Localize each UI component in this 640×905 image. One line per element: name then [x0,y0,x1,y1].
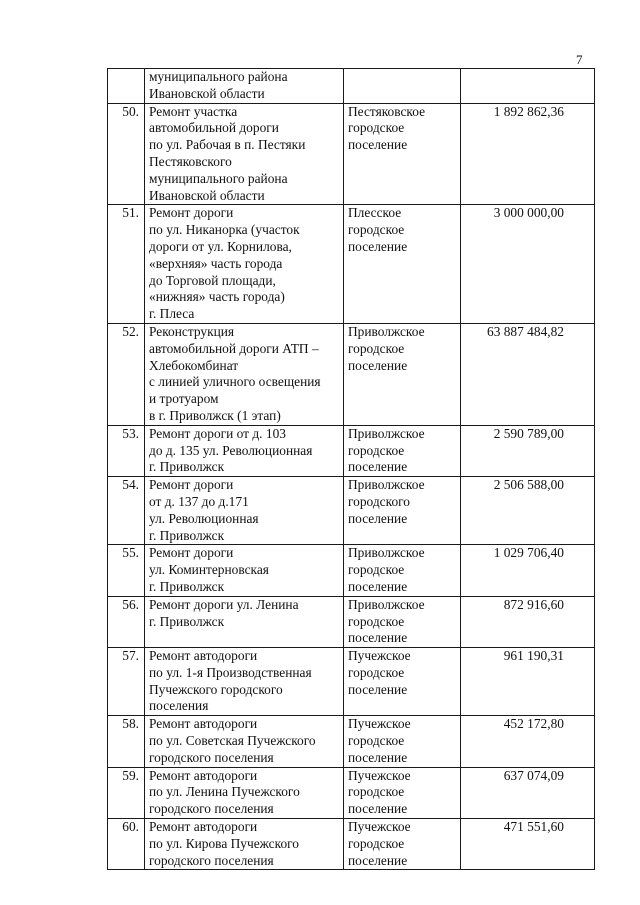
table-row [108,69,595,104]
row-description: Ремонт автодороги по ул. Кирова Пучежского городского поселения [145,819,344,870]
row-settlement: Приволжское городское поселение [344,596,461,647]
row-settlement: Приволжское городское поселение [344,323,461,425]
row-amount: 872 916,60 [461,596,595,647]
row-description: Ремонт автодороги по ул. Ленина Пучежского городского поселения [145,767,344,818]
row-number: 54. [108,477,145,545]
row-settlement: Пучежское городское поселение [344,716,461,767]
row-settlement: Пучежское городское поселение [344,767,461,818]
row-number: 56. [108,596,145,647]
row-number: 55. [108,545,145,596]
row-settlement: Пучежское городское поселение [344,648,461,716]
row-description: Ремонт участка автомобильной дороги по ул. Рабочая в п. Пестяки Пестяковского муниципального района Ивановской области [145,103,344,205]
road-repair-table [107,68,595,870]
row-number: 53. [108,425,145,476]
row-number: 52. [108,323,145,425]
row-number: 60. [108,819,145,870]
row-amount: 637 074,09 [461,767,595,818]
row-amount: 3 000 000,00 [461,205,595,324]
row-description: Ремонт дороги по ул. Никанорка (участок дороги от ул. Корнилова, «верхняя» часть города до Торговой площади, «нижняя» часть города) г. Плеса [145,205,344,324]
table-row [108,767,595,818]
row-description: Ремонт дороги от д. 103 до д. 135 ул. Революционная г. Приволжск [145,425,344,476]
table-row [108,545,595,596]
row-settlement [344,69,461,104]
table-row [108,716,595,767]
row-description: Ремонт дороги от д. 137 до д.171 ул. Революционная г. Приволжск [145,477,344,545]
row-amount: 452 172,80 [461,716,595,767]
row-number: 51. [108,205,145,324]
table-row [108,596,595,647]
row-settlement: Приволжское городского поселение [344,477,461,545]
row-settlement: Приволжское городское поселение [344,545,461,596]
row-number: 58. [108,716,145,767]
row-number: 57. [108,648,145,716]
row-amount [461,69,595,104]
row-description: Ремонт дороги ул. Ленина г. Приволжск [145,596,344,647]
page-number: 7 [576,52,583,67]
row-number: 59. [108,767,145,818]
row-amount: 2 506 588,00 [461,477,595,545]
row-settlement: Пестяковское городское поселение [344,103,461,205]
table-row [108,323,595,425]
row-settlement: Плесское городское поселение [344,205,461,324]
row-settlement: Приволжское городское поселение [344,425,461,476]
table-row [108,477,595,545]
row-number: 50. [108,103,145,205]
table-row [108,103,595,205]
row-amount: 471 551,60 [461,819,595,870]
row-description: Ремонт дороги ул. Коминтерновская г. Приволжск [145,545,344,596]
row-settlement: Пучежское городское поселение [344,819,461,870]
table-row [108,205,595,324]
table-row [108,425,595,476]
row-amount: 961 190,31 [461,648,595,716]
row-amount: 1 029 706,40 [461,545,595,596]
row-amount: 63 887 484,82 [461,323,595,425]
row-number [108,69,145,104]
row-description: Реконструкция автомобильной дороги АТП – Хлебокомбинат с линией уличного освещения и тротуаром в г. Приволжск (1 этап) [145,323,344,425]
row-amount: 1 892 862,36 [461,103,595,205]
row-description: Ремонт автодороги по ул. 1-я Производственная Пучежского городского поселения [145,648,344,716]
row-description: муниципального района Ивановской области [145,69,344,104]
table-row [108,648,595,716]
row-amount: 2 590 789,00 [461,425,595,476]
table-row [108,819,595,870]
row-description: Ремонт автодороги по ул. Советская Пучежского городского поселения [145,716,344,767]
